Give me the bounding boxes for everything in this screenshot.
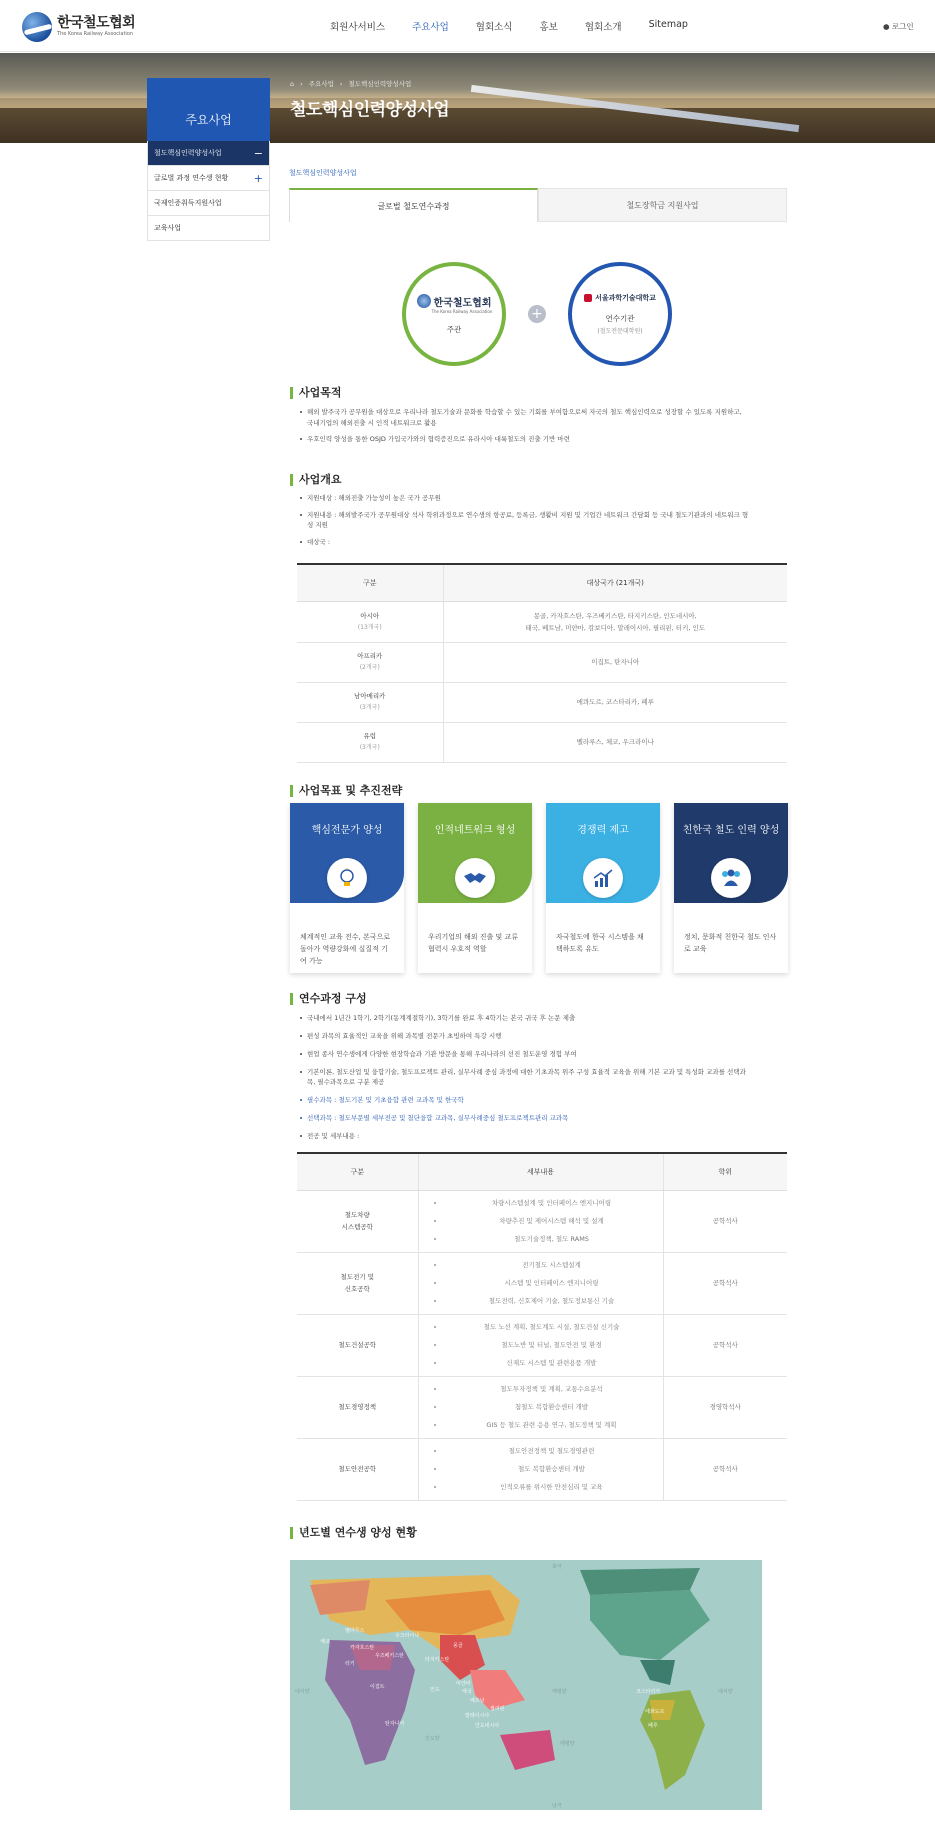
degree-cell: 공학석사 [663, 1190, 787, 1252]
overview-item: 지원대상 : 해외진출 가능성이 높은 국가 공무원 [298, 493, 788, 503]
map-label: 우크라이나 [395, 1633, 420, 1639]
country-line: 몽골, 카자흐스탄, 우즈베키스탄, 타지키스탄, 인도네시아, [533, 611, 697, 620]
major-name: 철도차량 [344, 1211, 370, 1219]
goal-card [418, 803, 532, 973]
table-row [297, 1438, 787, 1500]
ocean-label: 대서양 [718, 1689, 733, 1695]
region-count: (13개국) [357, 623, 382, 631]
detail-cell [418, 1376, 663, 1438]
curriculum-item-required: 필수과목 : 철도기본 및 기초융합 관련 교과목 및 한국학 [298, 1095, 788, 1105]
table-row [297, 1376, 787, 1438]
map-label: 타지키스탄 [425, 1657, 450, 1663]
content-tabs [289, 188, 787, 222]
logo-title: 한국철도협회 [57, 15, 136, 31]
breadcrumb-item[interactable]: 주요사업 [308, 80, 334, 88]
section-title-map: 년도별 연수생 양성 현황 [290, 1527, 417, 1539]
region-cell [297, 722, 443, 762]
sidebar-item-global-trainees[interactable] [147, 166, 270, 191]
user-icon: ● [883, 22, 890, 31]
major-cell: 철도건설공학 [297, 1314, 418, 1376]
training-org-circle [568, 262, 672, 366]
home-icon[interactable]: ⌂ [290, 79, 295, 88]
section-title-curriculum: 연수과정 구성 [290, 993, 367, 1005]
map-label: 몽골 [453, 1643, 463, 1649]
site-logo[interactable] [22, 12, 135, 42]
detail-item: 철도투자정책 및 계획, 교통수요분석 [434, 1380, 663, 1398]
detail-cell [418, 1314, 663, 1376]
table-row [297, 601, 787, 642]
content-subtitle: 철도핵심인력양성사업 [289, 169, 357, 177]
section-title-overview: 사업개요 [290, 474, 342, 486]
nav-member-service[interactable]: 회원사서비스 [330, 22, 386, 33]
region-name: 유럽 [363, 732, 377, 740]
degree-cell: 경영학석사 [663, 1376, 787, 1438]
host-org-name-en: The Korea Railway Association [431, 308, 493, 314]
host-org-circle [402, 262, 506, 366]
degree-cell: 공학석사 [663, 1438, 787, 1500]
table-header: 학위 [663, 1153, 787, 1190]
map-label: 이집트 [370, 1684, 385, 1690]
ocean-label: 남극 [552, 1803, 562, 1809]
overview-item: 지원내용 : 해외발주국가 공무원대상 석사 학위과정으로 연수생의 항공료, 등록금, 생활비 지원 및 기업간 네트워크 간담회 등 국내 철도기관과의 네트워크 형 [298, 510, 788, 520]
detail-item: 차량추진 및 제어시스템 해석 및 설계 [434, 1212, 663, 1230]
map-label: 베트남 [470, 1698, 485, 1704]
training-org-sub: (철도전문대학원) [597, 328, 643, 335]
goal-card-desc: 체계적인 교육 전수, 본국으로 돌아가 역량강화에 실질적 기여 가능 [300, 933, 391, 965]
region-name: 아시아 [360, 611, 380, 620]
purpose-item: 해외 발주국가 공무원을 대상으로 우리나라 철도기술과 문화를 학습할 수 있는 기회를 부여함으로써 자국의 철도 핵심인력으로 성장할 수 있도록 지원하고, [298, 407, 788, 417]
detail-item: 철도 노선 계획, 철도계도 시설, 철도건설 신기술 [434, 1318, 663, 1336]
table-row [297, 1314, 787, 1376]
kra-logo-icon [417, 294, 431, 308]
ocean-label: 태평양 [552, 1689, 567, 1695]
region-cell [297, 642, 443, 682]
purpose-list [298, 407, 788, 444]
sidebar-item-label: 글로벌 과정 연수생 현황 [154, 174, 229, 182]
detail-item: 시스템 및 인터페이스 엔지니어링 [434, 1274, 663, 1292]
breadcrumb-sep-icon: › [339, 79, 343, 88]
ocean-label: 인도양 [425, 1736, 440, 1742]
tab-global-training[interactable]: 글로벌 철도연수과정 [289, 188, 538, 222]
handshake-icon [455, 858, 495, 898]
map-label: 페루 [648, 1723, 658, 1729]
country-cell [443, 601, 787, 642]
major-cell [297, 1190, 418, 1252]
curriculum-item: 국내에서 1년간 1학기, 2학기(동계계절학기), 3학기를 완료 후 4학기는 본국 귀국 후 논문 제출 [298, 1013, 788, 1023]
section-title-goals: 사업목표 및 추진전략 [290, 785, 402, 797]
sidebar-item-certification[interactable] [147, 191, 270, 216]
host-org-role: 주관 [446, 324, 462, 334]
table-row [297, 1252, 787, 1314]
major-table [297, 1152, 787, 1501]
purpose-item-cont: 국내기업의 해외진출 시 인적 네트워크로 활용 [307, 419, 437, 427]
curriculum-item-elective: 선택과목 : 철도부문별 세부전공 및 첨단융합 교과목, 실무사례중심 철도프로젝트관리 교과목 [298, 1113, 788, 1123]
curriculum-item: 현업 종사 연수생에게 다양한 현장학습과 기관 방문을 통해 우리나라의 선진 철도운영 경험 부여 [298, 1049, 788, 1059]
map-label: 필리핀 [490, 1706, 505, 1712]
goal-card [546, 803, 660, 973]
table-header: 구분 [297, 564, 443, 601]
map-label: 인도네시아 [475, 1723, 500, 1729]
plus-icon: + [253, 171, 263, 185]
training-org-name: 서울과학기술대학교 [595, 294, 656, 302]
goal-card-desc: 정치, 문화적 친한국 철도 인사로 교육 [684, 933, 777, 953]
map-label: 탄자니아 [385, 1721, 405, 1727]
region-count: (2개국) [359, 664, 380, 671]
degree-cell: 공학석사 [663, 1314, 787, 1376]
host-org-name: 한국철도협회 [433, 297, 492, 309]
sidebar-nav [147, 141, 270, 241]
curriculum-item: 전공 및 세부내용 : [298, 1131, 788, 1141]
table-row [297, 1190, 787, 1252]
detail-item: 차량시스템설계 및 인터페이스 엔지니어링 [434, 1194, 663, 1212]
breadcrumb-item[interactable]: 철도핵심인력양성사업 [348, 80, 412, 88]
hero-banner [0, 53, 935, 143]
region-count: (3개국) [359, 744, 380, 751]
goal-card-title: 친한국 철도 인력 양성 [674, 803, 788, 903]
target-country-table [297, 563, 787, 763]
map-label: 인도 [430, 1687, 440, 1693]
ocean-label: 대서양 [295, 1689, 310, 1695]
major-cell [297, 1252, 418, 1314]
sidebar-item-education[interactable] [147, 216, 270, 241]
plus-icon: + [528, 305, 546, 323]
nav-sitemap[interactable]: Sitemap [648, 19, 688, 30]
curriculum-list [298, 1013, 788, 1141]
kra-logo [417, 294, 492, 309]
region-name: 남아메리카 [354, 692, 386, 700]
map-label: 체코 [320, 1639, 330, 1645]
detail-cell [418, 1252, 663, 1314]
map-label: 미얀마 [456, 1681, 471, 1687]
table-header: 대상국가 (21개국) [443, 564, 787, 601]
site-header [0, 0, 935, 52]
detail-item: GIS 등 철도 관련 응용 연구, 철도정책 및 계획 [434, 1416, 663, 1434]
map-label: 말레이시아 [465, 1713, 490, 1719]
goal-card [674, 803, 788, 973]
detail-item: 첨철도 복합환승센터 개발 [434, 1398, 663, 1416]
major-name: 신호공학 [344, 1285, 370, 1293]
nav-main-business[interactable]: 주요사업 [412, 22, 449, 33]
major-name: 시스템공학 [341, 1223, 373, 1231]
goal-card [290, 803, 404, 973]
growth-chart-icon [583, 858, 623, 898]
page-title: 철도핵심인력양성사업 [290, 100, 450, 120]
global-nav [330, 19, 715, 33]
logo-mark-icon [22, 12, 52, 42]
training-org-role: 연수기관 [605, 314, 635, 323]
detail-cell [418, 1190, 663, 1252]
region-cell [297, 682, 443, 722]
detail-item: 철도 복합환승센터 개발 [434, 1460, 663, 1478]
breadcrumb-sep-icon: › [300, 79, 303, 88]
country-cell: 에콰도르, 코스타리카, 페루 [443, 682, 787, 722]
country-cell: 벨라루스, 체코, 우크라이나 [443, 722, 787, 762]
degree-cell: 공학석사 [663, 1252, 787, 1314]
purpose-item: 우호인력 양성을 통한 OSJD 가입국가와의 협력증진으로 유라시아 대륙철도의 진출 기반 마련 [298, 434, 788, 444]
tab-scholarship[interactable]: 철도장학금 지원사업 [538, 188, 787, 222]
ocean-label: 태평양 [560, 1741, 575, 1747]
detail-item: 신재도 시스템 및 관련용품 개발 [434, 1354, 663, 1372]
sidebar-item-label: 국제인증취득지원사업 [154, 199, 222, 207]
people-icon [711, 858, 751, 898]
table-row [297, 642, 787, 682]
nav-news[interactable]: 협회소식 [475, 22, 513, 33]
table-header: 세부내용 [418, 1153, 663, 1190]
goal-card-title: 인적네트워크 형성 [418, 803, 532, 903]
ocean-label: 북극 [552, 1564, 562, 1570]
curriculum-item: 기본이론, 철도산업 및 융합기술, 철도프로젝트 관리, 실무사례 중심 과정에 대한 기초과목 위주 구성 효율적 교육을 위해 기본 교과 및 특성화 교과를 선택과 [298, 1067, 788, 1077]
login-link[interactable] [883, 21, 914, 32]
map-label: 에콰도르 [645, 1709, 665, 1715]
sidebar-item-label: 철도핵심인력양성사업 [154, 149, 222, 157]
nav-about[interactable]: 협회소개 [584, 22, 622, 33]
hero-sky [0, 53, 935, 98]
logo-subtitle: The Korea Railway Association [57, 31, 134, 37]
map-label: 카자흐스탄 [350, 1645, 375, 1651]
minus-icon: − [253, 146, 263, 160]
region-cell [297, 601, 443, 642]
major-name: 철도전기 및 [340, 1273, 374, 1281]
goal-card-title: 경쟁력 제고 [546, 803, 660, 903]
curriculum-item: 편성 과목의 효율적인 교육을 위해 과목별 전문가 초빙하여 특강 시행 [298, 1031, 788, 1041]
region-count: (3개국) [359, 704, 380, 711]
map-label: 우즈베키스탄 [375, 1653, 404, 1659]
nav-pr[interactable]: 홍보 [539, 22, 558, 33]
curriculum-item-cont: 목, 필수과목으로 구분 제공 [307, 1078, 385, 1086]
overview-list [298, 493, 788, 547]
detail-item: 철도전력, 신호제어 기술, 철도정보통신 기술 [434, 1292, 663, 1310]
goal-card-title: 핵심전문가 양성 [290, 803, 404, 903]
seoultech-logo [584, 293, 656, 303]
overview-item-cont: 성 지원 [307, 521, 328, 529]
world-map-shapes [290, 1560, 762, 1810]
map-label: 터키 [345, 1661, 355, 1667]
sidebar-item-label: 교육사업 [154, 224, 182, 232]
login-label: 로그인 [891, 22, 914, 31]
map-label: 벨라루스 [345, 1628, 365, 1634]
breadcrumb [290, 79, 417, 88]
goal-card-desc: 우리기업의 해외 진출 및 교류 협력시 우호적 역할 [428, 933, 519, 953]
table-row [297, 722, 787, 762]
detail-cell [418, 1438, 663, 1500]
map-label: 태국 [462, 1689, 472, 1695]
country-cell: 이집트, 탄자니아 [443, 642, 787, 682]
seoultech-logo-icon [584, 294, 592, 302]
detail-item: 전기철도 시스템설계 [434, 1256, 663, 1274]
region-name: 아프리카 [357, 652, 383, 660]
major-cell: 철도경영정책 [297, 1376, 418, 1438]
overview-item: 대상국 : [298, 537, 788, 547]
detail-item: 인적오류를 위시한 안전심리 및 교육 [434, 1478, 663, 1496]
sidebar-title: 주요사업 [147, 78, 270, 166]
major-cell: 철도안전공학 [297, 1438, 418, 1500]
world-map [290, 1560, 762, 1810]
section-title-purpose: 사업목적 [290, 387, 342, 399]
map-label: 코스타리카 [636, 1689, 661, 1695]
country-line: 태국, 베트남, 미얀마, 캄보디아, 말레이시아, 필리핀, 터키, 인도 [525, 623, 706, 632]
goal-card-desc: 자국철도에 한국 시스템을 채택하도록 유도 [556, 933, 644, 953]
table-header: 구분 [297, 1153, 418, 1190]
lightbulb-icon [327, 858, 367, 898]
table-row [297, 682, 787, 722]
detail-item: 철도노반 및 터널, 철도안전 및 환경 [434, 1336, 663, 1354]
detail-item: 철도기술정책, 철도 RAMS [434, 1230, 663, 1248]
detail-item: 철도안전정책 및 철도경영관련 [434, 1442, 663, 1460]
sidebar-item-core-talent[interactable] [147, 141, 270, 166]
